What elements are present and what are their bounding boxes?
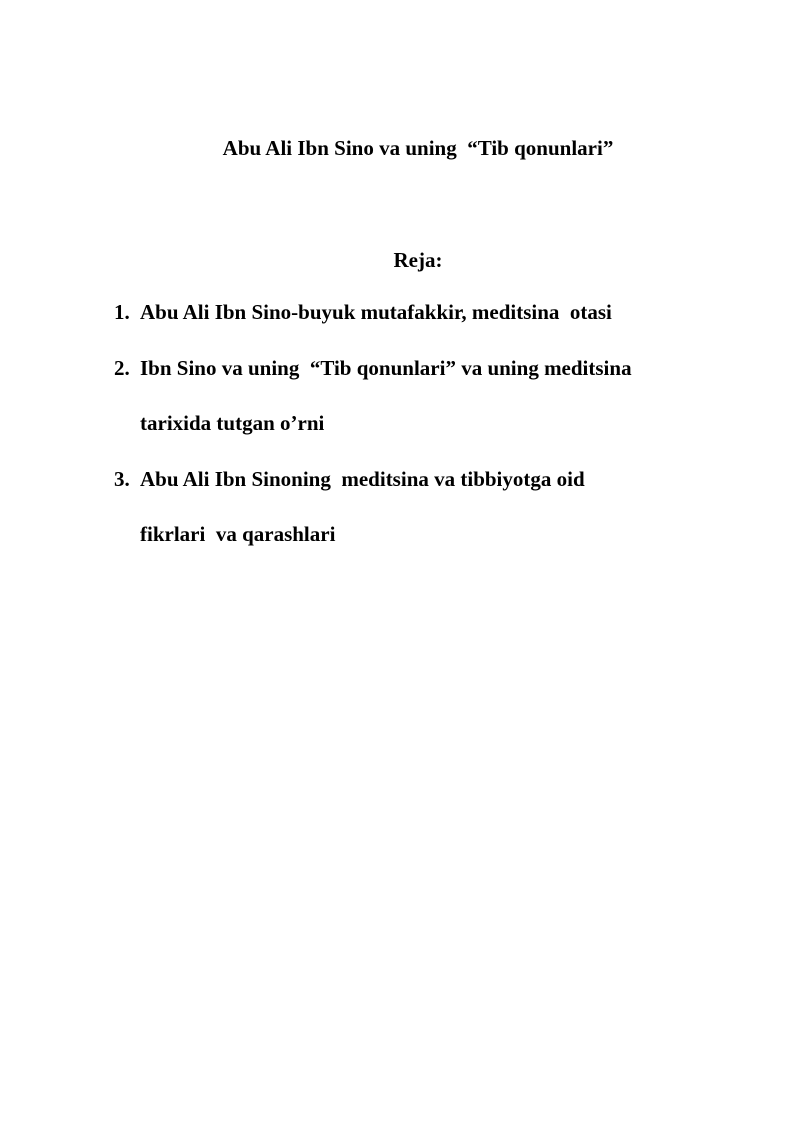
plan-item-2: [114, 354, 754, 465]
document-title: Abu Ali Ibn Sino va uning “Tib qonunlari”: [222, 136, 614, 160]
plan-item-text: [140, 298, 612, 354]
plan-item-text: [140, 354, 632, 465]
plan-item-number: 3.: [114, 466, 130, 491]
plan-item-line: Abu Ali Ibn Sino-buyuk mutafakkir, meditsina otasi: [140, 300, 612, 324]
plan-item-line: Ibn Sino va uning “Tib qonunlari” va uning meditsina: [140, 355, 632, 380]
plan-item-line: fikrlari va qarashlari: [140, 522, 336, 546]
plan-item-1: [114, 298, 754, 354]
plan-item-text: [140, 465, 585, 576]
plan-item-number: 2.: [114, 355, 130, 380]
plan-item-line: tarixida tutgan o’rni: [140, 411, 325, 435]
plan-list: [114, 298, 754, 576]
plan-item-3: [114, 465, 754, 576]
plan-heading: Reja:: [393, 248, 443, 272]
plan-item-line: Abu Ali Ibn Sinoning meditsina va tibbiyotga oid: [140, 466, 585, 491]
plan-item-number: 1.: [114, 300, 130, 324]
